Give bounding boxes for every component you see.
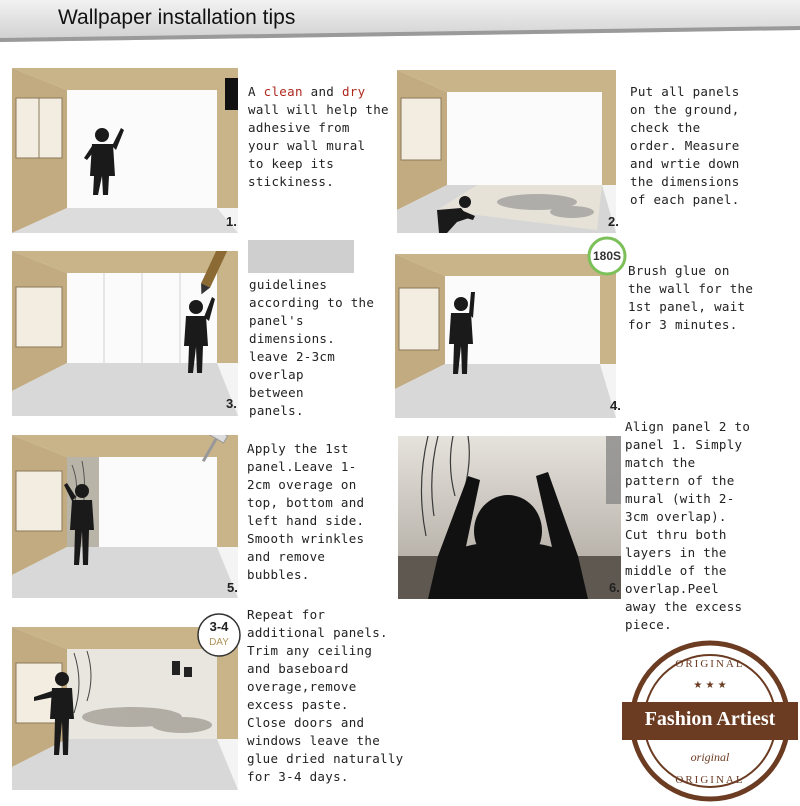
step-6-line: Align panel 2 to [625,419,751,434]
days-badge [196,612,242,658]
step-7-line: additional panels. [247,625,388,640]
step-2-line: of each panel. [630,192,740,207]
step-4-line: the wall for the [628,281,754,296]
step-1-line: wall will help the [248,102,389,117]
step-4-illustration [395,254,616,418]
step-3-line: between [249,385,304,400]
step-5-text [247,440,364,584]
step-7-line: Close doors and [247,715,365,730]
step-5-line: Apply the 1st [247,441,349,456]
stamp-top-text: ORIGINAL [675,658,745,670]
step-1-line: your wall mural [248,138,366,153]
step-3-line: according to the [249,295,375,310]
step-1-line: stickiness. [248,174,335,189]
stamp-bottom-text: ORIGINAL [675,774,745,786]
step-3-number: 3. [226,396,237,411]
stamp-stars: ★ ★ ★ [693,680,727,691]
step-4-line: for 3 minutes. [628,317,738,332]
step-3-illustration [12,251,238,416]
step-5-line: bubbles. [247,567,310,582]
step-6-line: pattern of the [625,473,735,488]
step-2-line: check the [630,120,701,135]
step-3-line: panels. [249,403,304,418]
step-7-line: for 3-4 days. [247,769,349,784]
step-1-line: to keep its [248,156,335,171]
step-6-text [625,418,750,634]
step-4-line: Brush glue on [628,263,730,278]
step-6-line: mural (with 2- [625,491,735,506]
step-5-line: top, bottom and [247,495,365,510]
step-1-number: 1. [226,214,237,229]
step-1-text [248,83,389,191]
step-7-line: windows leave the [247,733,381,748]
step-3-line: leave 2-3cm [249,349,336,364]
step-2-illustration [397,70,616,233]
stamp-brand-name: Fashion Artiest [644,708,776,730]
step-2-line: Put all panels [630,84,740,99]
step-5-line: and remove [247,549,326,564]
step-3-line: panel's [249,313,304,328]
step-6-line: overlap.Peel [625,581,719,596]
timer-badge [587,236,627,276]
step-4-line: 1st panel, wait [628,299,746,314]
step-3-title-placeholder [248,240,354,273]
step-6-line: layers in the [625,545,727,560]
step-7-line: excess paste. [247,697,349,712]
step-7-text [247,606,404,786]
step-6-line: piece. [625,617,672,632]
step-3-line: overlap [249,367,304,382]
step-6-line: Cut thru both [625,527,727,542]
step-5-line: left hand side. [247,513,365,528]
step-3-line: guidelines [249,277,328,292]
step-7-line: Trim any ceiling [247,643,373,658]
step-6-line: match the [625,455,696,470]
days-number: 3-4 [209,619,229,634]
step-7-line: and baseboard [247,661,349,676]
step-7-line: overage,remove [247,679,357,694]
step-2-line: on the ground, [630,102,740,117]
timer-label: 180S [592,249,622,263]
step-6-number: 6. [609,580,620,595]
step-6-line: away the excess [625,599,743,614]
step-5-line: Smooth wrinkles [247,531,365,546]
days-unit: DAY [209,637,229,648]
step-2-text [630,83,740,209]
step-6-illustration [398,436,621,599]
step-4-text [628,262,753,334]
header-banner [0,0,800,42]
brand-stamp [622,640,798,802]
page-title: Wallpaper installation tips [58,6,296,29]
step-6-line: 3cm overlap). [625,509,727,524]
step-3-line: dimensions. [249,331,336,346]
step-1-line-1: A clean and dry [248,84,366,99]
step-1-illustration [12,68,238,233]
step-4-number: 4. [610,398,621,413]
step-5-line: panel.Leave 1- [247,459,357,474]
step-2-line: and wrtie down [630,156,740,171]
step-5-line: 2cm overage on [247,477,357,492]
stamp-script-text: original [690,750,730,764]
step-7-line: glue dried naturally [247,751,404,766]
step-6-line: panel 1. Simply [625,437,743,452]
step-2-line: the dimensions [630,174,740,189]
step-5-illustration [12,435,238,598]
step-1-line: adhesive from [248,120,350,135]
step-2-line: order. Measure [630,138,740,153]
step-5-number: 5. [227,580,238,595]
step-3-text [249,276,374,420]
step-2-number: 2. [608,214,619,229]
step-6-line: middle of the [625,563,727,578]
step-7-line: Repeat for [247,607,326,622]
